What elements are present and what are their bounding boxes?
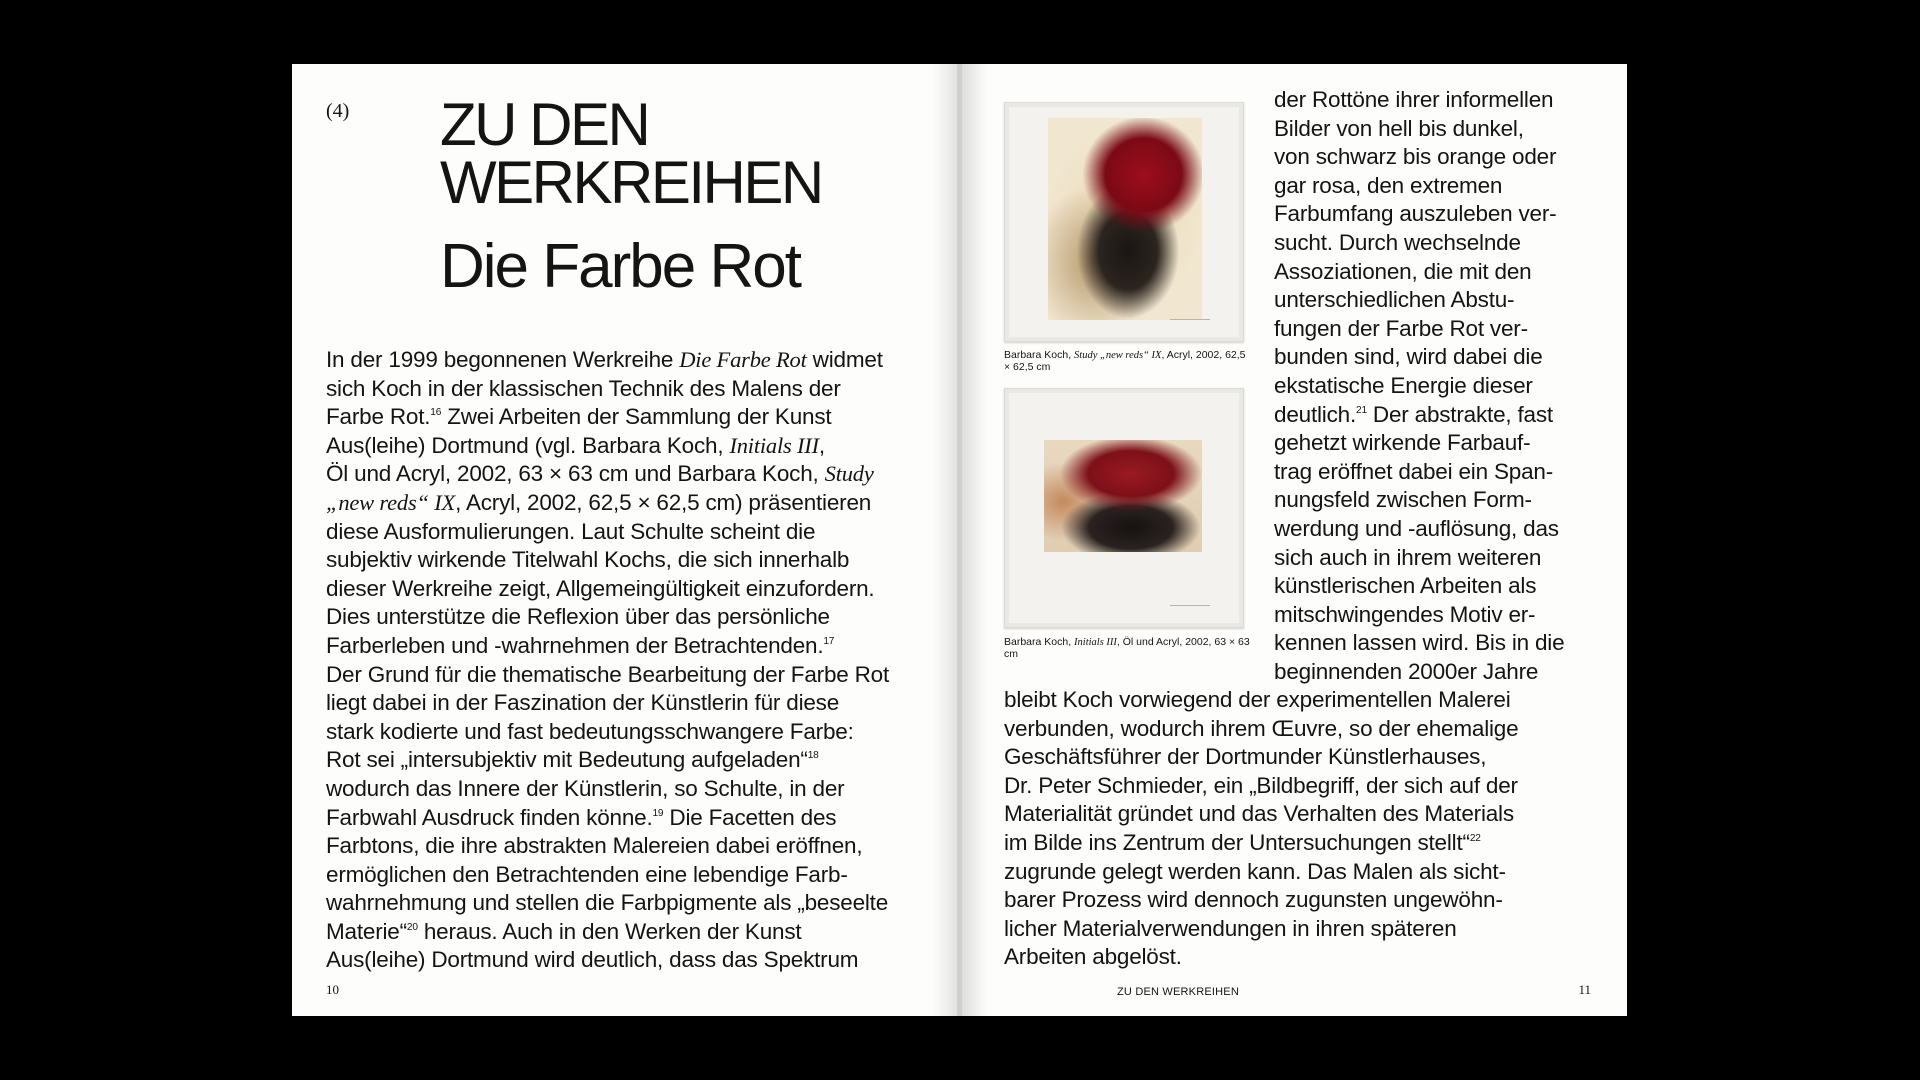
text-line [1274,572,1604,601]
text-run: Study [824,461,874,487]
artwork-caption [1004,350,1254,373]
text-line [326,718,926,747]
text-run: , Acryl, 2002, 62,5 × 62,5 cm) präsentieren [455,489,872,515]
text-run: sucht. Durch wechselnde [1274,229,1521,255]
text-line [326,403,926,432]
text-line [1004,858,1604,887]
text-run: fungen der Farbe Rot ver- [1274,315,1528,341]
artwork-study-new-reds [1004,102,1244,342]
text-run: kennen lassen wird. Bis in die [1274,630,1565,656]
footnote-ref: 18 [807,750,819,762]
text-run: Der abstrakte, fast [1366,401,1553,427]
artwork-initials-iii [1004,388,1244,628]
text-line [1004,943,1604,972]
chapter-title-line: ZU DEN [440,91,649,158]
chapter-title-line: WERKREIHEN [440,149,822,216]
text-line [326,746,926,775]
text-run: gehetzt wirkende Farbauf- [1274,430,1531,456]
text-line [1274,286,1604,315]
body-text [326,346,926,975]
red-black-abstract-painting-icon [1044,440,1202,552]
text-line [1274,143,1604,172]
text-run: Zwei Arbeiten der Sammlung der Kunst [441,404,832,430]
text-line [1274,544,1604,573]
text-run: , Öl und Acryl, 2002, 63 × 63 cm [1004,636,1250,660]
text-run: Rot sei „intersubjektiv mit Bedeutung aufgeladen“ [326,747,808,773]
text-line [326,432,926,461]
text-line [1274,315,1604,344]
text-run: Dr. Peter Schmieder, ein „Bildbegriff, der sich auf der [1004,772,1518,798]
page-number: 11 [1578,982,1591,997]
text-run: diese Ausformulierungen. Laut Schulte scheint die [326,518,816,544]
text-run: trag eröffnet dabei ein Span- [1274,458,1553,484]
text-line [1274,172,1604,201]
text-run: sich Koch in der klassischen Technik des Malens der [326,375,841,401]
text-line [326,575,926,604]
text-run: Initials III [729,432,819,458]
text-line [326,918,926,947]
text-line [326,861,926,890]
wide-text [1004,686,1604,972]
text-run: dieser Werkreihe zeigt, Allgemeingültigkeit einzufordern. [326,575,875,601]
text-run: heraus. Auch in den Werken der Kunst [417,918,802,944]
text-run: Aus(leihe) Dortmund (vgl. Barbara Koch, [326,432,730,458]
text-run: ekstatische Energie dieser [1274,372,1533,398]
text-run: Dies unterstütze die Reflexion über das persönliche [326,604,830,630]
text-run: im Bilde ins Zentrum der Untersuchungen stellt“ [1004,829,1470,855]
text-run: sich auch in ihrem weiteren [1274,544,1542,570]
footnote-ref: 16 [430,407,442,419]
footnote-ref: 19 [652,807,664,819]
right-page [962,64,1627,1016]
text-line [1004,829,1604,858]
left-page [292,64,957,1016]
text-run: Study „new reds“ IX [1074,350,1162,361]
text-line [326,460,926,489]
text-run: Arbeiten abgelöst. [1004,944,1182,970]
text-line [326,661,926,690]
text-line [1274,200,1604,229]
text-run: Barbara Koch, [1004,636,1075,648]
text-line [326,832,926,861]
text-run: Aus(leihe) Dortmund wird deutlich, dass das Spektrum [326,947,859,973]
text-line [1274,458,1604,487]
text-run: Materie“ [326,918,407,944]
text-run: Farbumfang auszuleben ver- [1274,201,1557,227]
text-run: Assoziationen, die mit den [1274,258,1532,284]
text-run: liegt dabei in der Faszination der Künstlerin für diese [326,690,840,716]
footnote-ref: 21 [1356,404,1367,416]
footnote-ref: 22 [1469,832,1481,844]
text-run: In der 1999 begonnenen Werkreihe [326,347,680,372]
text-run: bleibt Koch vorwiegend der experimentellen Malerei [1004,687,1511,712]
text-line [1274,372,1604,401]
text-run: ermöglichen den Betrachtenden eine lebendige Farb- [326,861,848,887]
text-run: künstlerischen Arbeiten als [1274,573,1537,599]
chapter-number: (4) [326,100,350,122]
text-run: der Rottöne ihrer informellen [1274,87,1554,112]
chapter-title [440,91,822,216]
artwork-caption [1004,637,1254,660]
text-line [1274,343,1604,372]
text-run: , [818,432,825,458]
text-line [326,889,926,918]
text-run: bunden sind, wird dabei die [1274,344,1543,370]
text-line [1004,686,1604,715]
text-line [326,375,926,404]
text-line [1274,515,1604,544]
text-line [1004,915,1604,944]
column-text [1274,86,1604,686]
text-line [326,346,926,375]
text-run: „new reds“ IX [326,489,456,515]
signature-mark [1170,605,1210,606]
text-run: Barbara Koch, [1004,349,1075,361]
text-line [1274,601,1604,630]
text-run: Farberleben und -wahrnehmen der Betrachtenden. [326,632,824,658]
running-head: ZU DEN WERKREIHEN [1117,986,1239,998]
text-line [326,689,926,718]
text-line [1274,629,1604,658]
text-line [326,603,926,632]
text-line [1274,115,1604,144]
text-run: Farbwahl Ausdruck finden könne. [326,804,653,830]
section-title: Die Farbe Rot [440,232,800,301]
text-line [326,518,926,547]
text-run: Materialität gründet und das Verhalten des Materials [1004,801,1514,827]
text-run: Geschäftsführer der Dortmunder Künstlerhauses, [1004,744,1487,770]
footnote-ref: 17 [823,635,835,647]
text-line [1274,229,1604,258]
text-run: subjektiv wirkende Titelwahl Kochs, die sich innerhalb [326,547,850,573]
text-line [326,489,926,518]
text-line [1004,772,1604,801]
text-run: Der Grund für die thematische Bearbeitung der Farbe Rot [326,661,890,687]
text-run: wodurch das Innere der Künstlerin, so Schulte, in der [326,775,845,801]
text-line [326,775,926,804]
text-line [326,946,926,975]
text-run: gar rosa, den extremen [1274,172,1503,198]
text-run: unterschiedlichen Abstu- [1274,287,1515,313]
text-line [326,804,926,833]
text-run: stark kodierte und fast bedeutungsschwangere Farbe: [326,718,854,744]
page-number: 10 [326,982,339,997]
text-run: von schwarz bis orange oder [1274,144,1557,170]
text-run: Farbtons, die ihre abstrakten Malereien dabei eröffnen, [326,833,863,859]
text-run: wahrnehmung und stellen die Farbpigmente als „beseelte [326,890,889,916]
text-run: werdung und -auflösung, das [1274,515,1559,541]
text-run: Initials III [1074,637,1117,648]
text-run: Öl und Acryl, 2002, 63 × 63 cm und Barbara Koch, [326,461,825,487]
text-run: Bilder von hell bis dunkel, [1274,115,1524,141]
text-run: , Acryl, 2002, 62,5 × 62,5 cm [1004,349,1246,373]
text-line [1274,86,1604,115]
text-run: verbunden, wodurch ihrem Œuvre, so der ehemalige [1004,715,1519,741]
text-line [1274,486,1604,515]
text-line [326,632,926,661]
text-line [1274,401,1604,430]
text-run: deutlich. [1274,401,1357,427]
text-line [1274,658,1604,687]
text-run: mitschwingendes Motiv er- [1274,601,1536,627]
text-run: zugrunde gelegt werden kann. Das Malen als sicht- [1004,858,1506,884]
text-line [1004,800,1604,829]
text-run: beginnenden 2000er Jahre [1274,658,1539,684]
text-run: widmet [806,347,883,372]
footnote-ref: 20 [406,921,418,933]
body-paragraph [326,346,926,975]
text-line [1004,743,1604,772]
text-run: nungsfeld zwischen Form- [1274,487,1532,513]
text-run: barer Prozess wird dennoch zugunsten ungewöhn- [1004,887,1503,913]
red-black-abstract-painting-icon [1048,118,1202,320]
signature-mark [1170,319,1210,320]
text-run: licher Materialverwendungen in ihren späteren [1004,915,1457,941]
text-line [1004,715,1604,744]
text-line [1004,886,1604,915]
text-run: Die Farbe Rot [679,347,807,372]
text-line [326,546,926,575]
text-run: Farbe Rot. [326,404,431,430]
text-run: Die Facetten des [663,804,837,830]
text-line [1274,258,1604,287]
text-line [1274,429,1604,458]
